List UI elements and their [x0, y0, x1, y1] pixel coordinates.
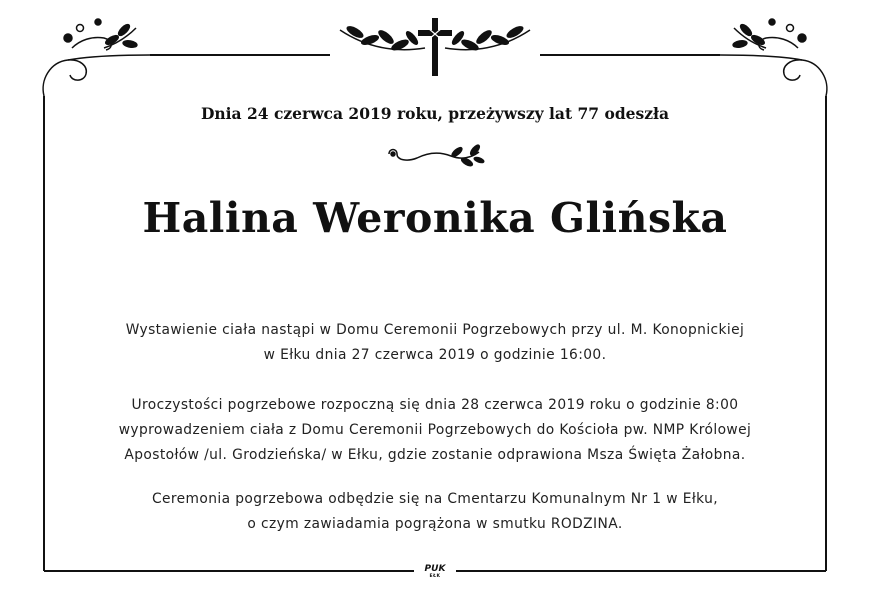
logo-main-text: PUK — [424, 564, 446, 574]
cross-with-olive-branches-icon — [340, 18, 530, 76]
viewing-line: Wystawienie ciała nastąpi w Domu Ceremonii Pogrzebowych przy ul. M. Konopnickiej — [125, 322, 745, 338]
puk-logo — [414, 562, 456, 584]
ceremony-paragraph — [60, 393, 810, 468]
ceremony-line: wyprowadzeniem ciała z Domu Ceremonii Pogrzebowych do Kościoła pw. NMP Królowej — [118, 422, 752, 438]
deceased-name: Halina Weronika Glińska — [142, 194, 728, 242]
burial-line: Ceremonia pogrzebowa odbędzie się na Cmentarzu Komunalnym Nr 1 w Ełku, — [151, 491, 719, 507]
viewing-paragraph — [60, 318, 810, 368]
ceremony-line: Apostołów /ul. Grodzieńska/ w Ełku, gdzie zostanie odprawiona Msza Święta Żałobna. — [124, 447, 746, 463]
viewing-line: w Ełku dnia 27 czerwca 2019 o godzinie 16:00. — [263, 347, 607, 363]
floral-scroll-icon-right — [720, 19, 827, 96]
burial-line: o czym zawiadamia pogrążona w smutku RODZINA. — [247, 516, 623, 532]
logo-sub-text: EŁK — [429, 574, 441, 579]
floral-scroll-icon-left — [43, 19, 150, 96]
leaf-vine-divider-icon — [385, 142, 485, 172]
burial-paragraph — [60, 487, 810, 537]
death-date-headline: Dnia 24 czerwca 2019 roku, przeżywszy lat 77 odeszła — [200, 104, 670, 123]
ceremony-line: Uroczystości pogrzebowe rozpoczną się dnia 28 czerwca 2019 roku o godzinie 8:00 — [131, 397, 739, 413]
